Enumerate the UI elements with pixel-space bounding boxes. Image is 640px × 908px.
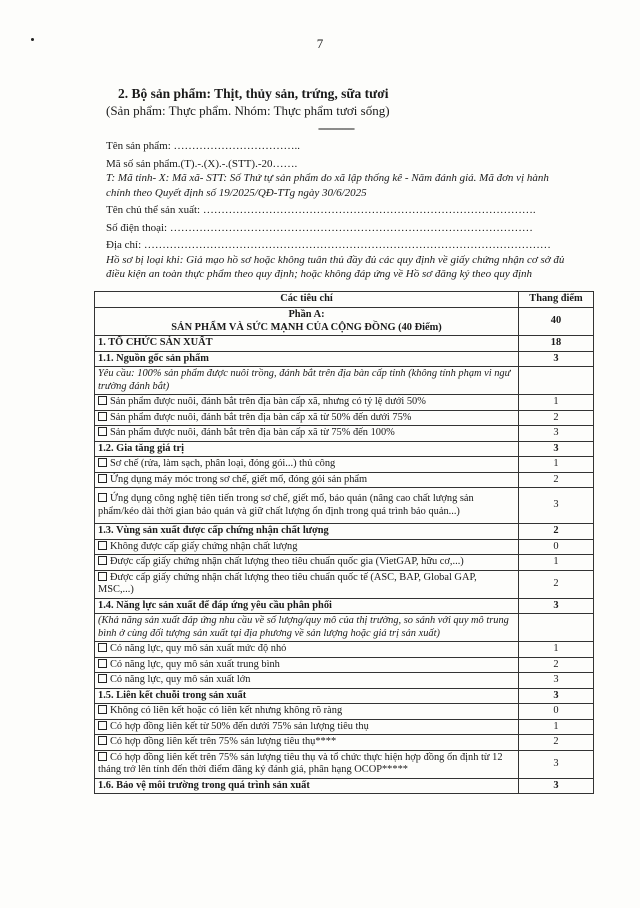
criteria-cell	[95, 488, 519, 524]
points-cell: 2	[519, 657, 594, 673]
points-cell: 1	[519, 719, 594, 735]
section-subtitle: (Sản phẩm: Thực phẩm. Nhóm: Thực phẩm tươi sống)	[106, 103, 390, 118]
checkbox-icon[interactable]	[98, 458, 107, 467]
criteria-cell	[95, 688, 519, 704]
criteria-text: 1. TỔ CHỨC SẢN XUẤT	[98, 337, 213, 348]
points-cell: 3	[519, 598, 594, 614]
table-row	[95, 719, 594, 735]
points-cell: 18	[519, 336, 594, 352]
table-row	[95, 735, 594, 751]
criteria-cell	[95, 539, 519, 555]
points-cell: 2	[519, 524, 594, 540]
table-row	[95, 704, 594, 720]
criteria-text: Ứng dụng công nghệ tiên tiến trong sơ chế, giết mổ, bảo quản (nâng cao chất lượng sản phẩm/kéo dài thời gian bảo quản và giữ chất lượng ổn định trong quá trình bảo quản...)	[98, 493, 474, 517]
criteria-text: Sản phẩm được nuôi, đánh bắt trên địa bàn cấp xã từ 75% đến 100%	[110, 427, 395, 438]
criteria-text: Có năng lực, quy mô sản xuất mức độ nhỏ	[110, 643, 287, 654]
criteria-text: Sơ chế (rửa, làm sạch, phân loại, đóng gói...) thủ công	[110, 458, 336, 469]
checkbox-icon[interactable]	[98, 556, 107, 565]
table-row	[95, 657, 594, 673]
table-row	[95, 614, 594, 642]
table-row	[95, 426, 594, 442]
checkbox-icon[interactable]	[98, 643, 107, 652]
table-row	[95, 395, 594, 411]
part-a-label: Phần A:	[288, 309, 325, 320]
phone-line: Số điện thoại: ………………………………………………………………………………………	[106, 221, 533, 234]
points-cell: 1	[519, 555, 594, 571]
part-a-row	[95, 308, 594, 336]
points-cell: 0	[519, 539, 594, 555]
criteria-cell	[95, 673, 519, 689]
points-cell: 1	[519, 642, 594, 658]
table-row	[95, 367, 594, 395]
criteria-cell	[95, 367, 519, 395]
points-cell: 2	[519, 410, 594, 426]
checkbox-icon[interactable]	[98, 427, 107, 436]
table-row	[95, 457, 594, 473]
criteria-text: Có năng lực, quy mô sản xuất trung bình	[110, 658, 280, 670]
criteria-text: Không được cấp giấy chứng nhận chất lượng	[110, 540, 298, 552]
points-cell: 3	[519, 673, 594, 689]
points-cell: 0	[519, 704, 594, 720]
criteria-cell	[95, 735, 519, 751]
header-points: Thang điểm	[519, 292, 594, 308]
table-row	[95, 539, 594, 555]
table-row	[95, 570, 594, 598]
reject-note: Hồ sơ bị loại khi: Giả mạo hồ sơ hoặc không tuân thủ đầy đủ các quy định về giấy chứng nhận cơ sở đủ điều kiện an toàn thực phẩm theo quy định; hoặc không đáp ứng về Hồ sơ đăng ký theo quy định	[106, 253, 565, 280]
criteria-cell	[95, 642, 519, 658]
points-cell: 3	[519, 441, 594, 457]
product-name-line: Tên sản phẩm: ……………………………..	[106, 140, 301, 152]
criteria-text: Được cấp giấy chứng nhận chất lượng theo tiêu chuẩn quốc gia (VietGAP, hữu cơ,...)	[110, 556, 464, 567]
divider-line: ------------	[318, 121, 354, 135]
criteria-text: Ứng dụng máy móc trong sơ chế, giết mổ, đóng gói sản phẩm	[110, 473, 368, 485]
criteria-text: Được cấp giấy chứng nhận chất lượng theo tiêu chuẩn quốc tế (ASC, BAP, Global GAP, MSC,...)	[98, 571, 477, 595]
criteria-cell	[95, 598, 519, 614]
criteria-cell	[95, 570, 519, 598]
points-cell: 3	[519, 426, 594, 442]
checkbox-icon[interactable]	[98, 659, 107, 668]
criteria-text: Có năng lực, quy mô sản xuất lớn	[110, 674, 251, 685]
criteria-cell	[95, 524, 519, 540]
criteria-cell	[95, 719, 519, 735]
criteria-text: Có hợp đồng liên kết trên 75% sản lượng tiêu thụ****	[110, 736, 337, 747]
section-title: 2. Bộ sản phẩm: Thịt, thủy sản, trứng, sữa tươi	[118, 86, 389, 101]
table-header-row	[95, 292, 594, 308]
criteria-cell	[95, 351, 519, 367]
checkbox-icon[interactable]	[98, 541, 107, 550]
criteria-text: 1.1. Nguồn gốc sản phẩm	[98, 352, 209, 364]
owner-line: Tên chủ thể sản xuất: ……………………………………………………………………………….	[106, 204, 536, 216]
page-number: 7	[316, 36, 324, 51]
criteria-text: 1.4. Năng lực sản xuất để đáp ứng yêu cầu phân phối	[98, 599, 332, 611]
points-cell: 3	[519, 688, 594, 704]
points-cell: 2	[519, 570, 594, 598]
table-row	[95, 688, 594, 704]
criteria-text: Yêu cầu: 100% sản phẩm được nuôi trồng, đánh bắt trên địa bàn cấp tỉnh (không tính phạm vi ngư trường đánh bắt)	[98, 368, 511, 392]
criteria-text: Sản phẩm được nuôi, đánh bắt trên địa bàn cấp xã, nhưng có tỷ lệ dưới 50%	[110, 396, 426, 407]
header-criteria: Các tiêu chí	[95, 292, 519, 308]
part-a-title	[95, 308, 519, 336]
criteria-cell	[95, 426, 519, 442]
criteria-cell	[95, 704, 519, 720]
checkbox-icon[interactable]	[98, 396, 107, 405]
table-row	[95, 351, 594, 367]
table-row	[95, 778, 594, 794]
checkbox-icon[interactable]	[98, 752, 107, 761]
points-cell: 3	[519, 488, 594, 524]
table-row	[95, 472, 594, 488]
table-row	[95, 673, 594, 689]
criteria-cell	[95, 657, 519, 673]
criteria-text: 1.5. Liên kết chuỗi trong sản xuất	[98, 689, 247, 701]
criteria-cell	[95, 457, 519, 473]
points-cell: 2	[519, 472, 594, 488]
criteria-text: Có hợp đồng liên kết từ 50% đến dưới 75% sản lượng tiêu thụ	[110, 720, 369, 732]
part-a-heading: SẢN PHẨM VÀ SỨC MẠNH CỦA CỘNG ĐỒNG (40 Điểm)	[171, 321, 442, 333]
checkbox-icon[interactable]	[98, 474, 107, 483]
table-row	[95, 598, 594, 614]
criteria-table	[94, 291, 594, 794]
table-row	[95, 441, 594, 457]
criteria-text: Sản phẩm được nuôi, đánh bắt trên địa bàn cấp xã từ 50% đến dưới 75%	[110, 411, 412, 423]
points-cell: 1	[519, 395, 594, 411]
part-a-points: 40	[519, 308, 594, 336]
criteria-text: 1.2. Gia tăng giá trị	[98, 442, 185, 454]
table-row	[95, 336, 594, 352]
code-note: T: Mã tỉnh- X: Mã xã- STT: Số Thứ tự sản phẩm do xã lập thống kê - Năm đánh giá. Mã đơn vị hành chính theo Quyết định số 19/2025/QĐ-TTg ngày 30/6/2025	[106, 172, 549, 199]
checkbox-icon[interactable]	[98, 736, 107, 745]
checkbox-icon[interactable]	[98, 721, 107, 730]
criteria-cell	[95, 555, 519, 571]
criteria-cell	[95, 472, 519, 488]
points-cell: 1	[519, 457, 594, 473]
criteria-cell	[95, 410, 519, 426]
criteria-text: Không có liên kết hoặc có liên kết nhưng không rõ ràng	[110, 705, 343, 716]
table-row	[95, 410, 594, 426]
checkbox-icon[interactable]	[98, 705, 107, 714]
criteria-cell	[95, 778, 519, 794]
criteria-text: Có hợp đồng liên kết trên 75% sản lượng tiêu thụ và tổ chức thực hiện hợp đồng ổn định từ 12 tháng trở lên tính đến thời điểm đăng ký đánh giá, phân hạng OCOP*****	[98, 751, 503, 775]
address-line: Địa chỉ: …………………………………………………………………………………………………	[106, 239, 551, 251]
points-cell: 3	[519, 778, 594, 794]
checkbox-icon[interactable]	[98, 412, 107, 421]
points-cell	[519, 367, 594, 395]
table-row	[95, 488, 594, 524]
product-code-line: Mã số sản phẩm.(T).-.(X).-.(STT).-20…….	[106, 157, 298, 170]
points-cell: 3	[519, 351, 594, 367]
points-cell: 2	[519, 735, 594, 751]
criteria-text: (Khả năng sản xuất đáp ứng nhu cầu về số lượng/quy mô của thị trường, so sánh với quy mô trung bình ở cùng đối tượng sản xuất tại địa phương về sản lượng hoặc giá trị sản xuất)	[98, 615, 509, 639]
criteria-cell	[95, 336, 519, 352]
criteria-cell	[95, 750, 519, 778]
points-cell	[519, 614, 594, 642]
table-row	[95, 555, 594, 571]
checkbox-icon[interactable]	[98, 493, 107, 502]
criteria-cell	[95, 614, 519, 642]
criteria-cell	[95, 395, 519, 411]
product-info-block	[106, 139, 566, 282]
points-cell: 3	[519, 750, 594, 778]
table-row	[95, 642, 594, 658]
table-row	[95, 750, 594, 778]
criteria-cell	[95, 441, 519, 457]
checkbox-icon[interactable]	[98, 572, 107, 581]
table-row	[95, 524, 594, 540]
criteria-text: 1.3. Vùng sản xuất được cấp chứng nhận chất lượng	[98, 525, 329, 536]
checkbox-icon[interactable]	[98, 674, 107, 683]
criteria-text: 1.6. Bảo vệ môi trường trong quá trình sản xuất	[98, 779, 310, 791]
